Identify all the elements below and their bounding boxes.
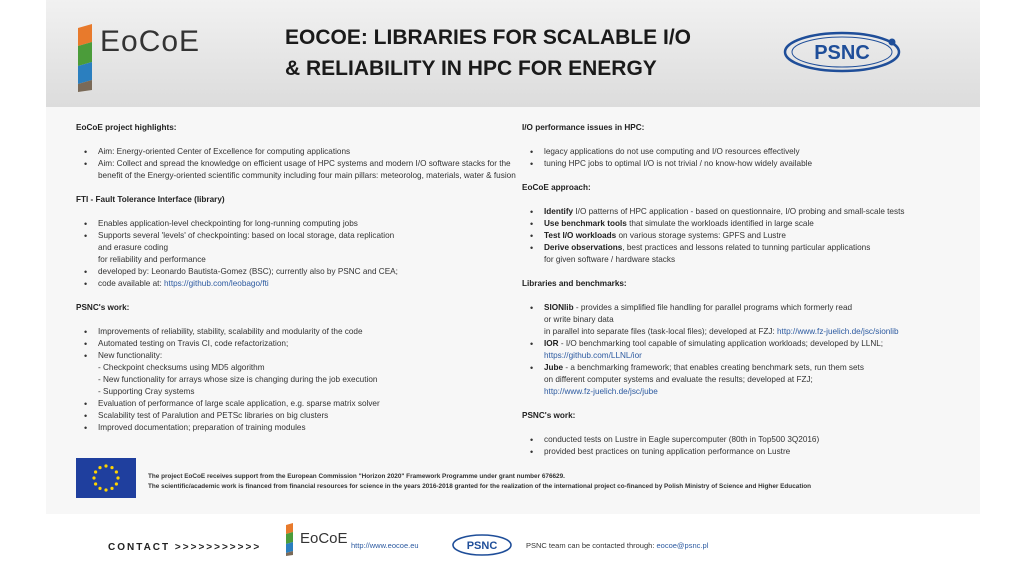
list-item: • Enables application-level checkpointing for long-running computing jobs	[76, 218, 516, 230]
list-subline	[522, 326, 962, 338]
list-item: • provided best practices on tuning application performance on Lustre	[522, 446, 962, 458]
approach-title: EoCoE approach:	[522, 183, 591, 192]
list-item: • Aim: Energy-oriented Center of Excellence for computing applications	[76, 146, 516, 158]
item-text: in parallel into separate files (task-local files); developed at FZJ:	[544, 327, 777, 336]
list-subline: and erasure coding	[98, 243, 169, 252]
eu-star-icon	[94, 482, 97, 485]
poster-body	[46, 107, 980, 514]
right-column	[522, 122, 962, 470]
list-item: • Evaluation of performance of large scale application, e.g. sparse matrix solver	[76, 398, 516, 410]
psnc-work-right-title: PSNC's work:	[522, 411, 576, 420]
list-item: • Supports several 'levels' of checkpointing: based on local storage, data replication	[76, 230, 516, 242]
item-text: on various storage systems: GPFS and Lustre	[616, 231, 786, 240]
item-text: - I/O benchmarking tool capable of simulating application workloads; developed by LLNL;	[558, 339, 884, 348]
list-item	[522, 218, 962, 230]
psnc-work-right-list	[522, 434, 962, 458]
list-item: • legacy applications do not use computing and I/O resources effectively	[522, 146, 962, 158]
fti-list	[76, 218, 516, 290]
psnc-footer-logo-icon	[451, 533, 513, 557]
item-text: , best practices and lessons related to tunning particular applications	[622, 243, 871, 252]
list-subline: - Supporting Cray systems	[98, 387, 195, 396]
eu-star-icon	[104, 464, 107, 467]
list-item: • tuning HPC jobs to optimal I/O is not trivial / no know-how widely available	[522, 158, 962, 170]
psnc-work-list	[76, 326, 516, 434]
libraries-title: Libraries and benchmarks:	[522, 279, 627, 288]
libraries-list	[522, 302, 962, 398]
funding-line-1: The project EoCoE receives support from the European Commission "Horizon 2020" Framework Programme under grant number 676629.	[148, 473, 565, 480]
item-bold: Jube	[544, 363, 564, 372]
item-bold: Test I/O workloads	[544, 231, 617, 240]
item-bold: Use benchmark tools	[544, 219, 627, 228]
list-subline: for given software / hardware stacks	[544, 255, 676, 264]
psnc-logo-icon	[782, 28, 902, 76]
item-bold: Identify	[544, 207, 574, 216]
list-subline: - New functionality for arrays whose size is changing during the job execution	[98, 375, 378, 384]
list-item: • conducted tests on Lustre in Eagle supercomputer (80th in Top500 3Q2016)	[522, 434, 962, 446]
eu-star-icon	[115, 482, 118, 485]
item-bold: SIONlib	[544, 303, 574, 312]
list-item: • Improvements of reliability, stability, scalability and modularity of the code	[76, 326, 516, 338]
list-item	[522, 206, 962, 218]
eu-star-icon	[110, 466, 113, 469]
list-item: • Improved documentation; preparation of training modules	[76, 422, 516, 434]
item-text: I/O patterns of HPC application - based on questionnaire, I/O probing and small-scale tests	[573, 207, 905, 216]
funding-section	[76, 458, 956, 498]
contact-text: PSNC team can be contacted through:	[526, 541, 657, 550]
poster	[46, 0, 980, 576]
eu-star-icon	[115, 470, 118, 473]
contact-label: CONTACT >>>>>>>>>>>	[108, 542, 262, 553]
footer-logo-text: EoCoE	[300, 530, 348, 547]
approach-list	[522, 206, 962, 266]
psnc-work-title: PSNC's work:	[76, 303, 130, 312]
eu-star-icon	[98, 487, 101, 490]
funding-text	[148, 472, 948, 492]
contact-info	[526, 541, 708, 550]
list-item	[76, 278, 516, 290]
list-subline: for reliability and performance	[98, 255, 206, 264]
funding-line-2: The scientific/academic work is financed from financial resources for science in the years 2016-2018 granted for the realization of the international project co-financed by Polish Ministry of Science and Higher Education	[148, 483, 812, 490]
title-line-1: EOCOE: LIBRARIES FOR SCALABLE I/O	[285, 26, 692, 49]
header	[46, 0, 980, 107]
list-item-ior	[522, 338, 962, 350]
highlights-title: EoCoE project highlights:	[76, 123, 177, 132]
list-item-sionlib	[522, 302, 962, 314]
poster-title	[285, 22, 705, 84]
highlights-list	[76, 146, 516, 182]
list-item: • Automated testing on Travis CI, code refactorization;	[76, 338, 516, 350]
item-text: - a benchmarking framework; that enables creating benchmark sets, run them sets	[563, 363, 864, 372]
list-subline: or write binary data	[544, 315, 614, 324]
eocoe-url-link[interactable]: http://www.eocoe.eu	[351, 541, 419, 550]
left-column	[76, 122, 516, 446]
eocoe-logo-text: EoCoE	[100, 25, 201, 58]
list-item: • developed by: Leonardo Bautista-Gomez (BSC); currently also by PSNC and CEA;	[76, 266, 516, 278]
ior-link[interactable]: https://github.com/LLNL/ior	[544, 351, 642, 360]
eu-flag-icon	[76, 458, 136, 498]
item-text: - provides a simplified file handling for parallel programs which formerly read	[573, 303, 853, 312]
issues-list	[522, 146, 962, 170]
footer-psnc-text: PSNC	[466, 540, 498, 552]
eu-star-icon	[110, 487, 113, 490]
list-item: • New functionality:	[76, 350, 516, 362]
list-subline: on different computer systems and evaluate the results; developed at FZJ;	[544, 375, 813, 384]
title-line-2: & RELIABILITY IN HPC FOR ENERGY	[285, 57, 657, 80]
eu-star-icon	[116, 476, 119, 479]
jube-link[interactable]: http://www.fz-juelich.de/jsc/jube	[544, 387, 658, 396]
issues-title: I/O performance issues in HPC:	[522, 123, 645, 132]
code-label: code available at:	[98, 279, 164, 288]
item-bold: IOR	[544, 339, 559, 348]
list-item-jube	[522, 362, 962, 374]
psnc-logo-text: PSNC	[814, 42, 870, 64]
list-item: • Aim: Collect and spread the knowledge on efficient usage of HPC systems and modern I/O software stacks for the benefit of the Energy-oriented scientific community including four main pillars: meteorolog, materials, water & fusion	[76, 158, 516, 182]
eu-star-icon	[92, 476, 95, 479]
eu-star-icon	[98, 466, 101, 469]
contact-email-link[interactable]: eocoe@psnc.pl	[656, 541, 709, 550]
item-bold: Derive observations	[544, 243, 623, 252]
fti-title: FTI - Fault Tolerance Interface (library)	[76, 195, 225, 204]
eu-star-icon	[104, 488, 107, 491]
sionlib-link[interactable]: http://www.fz-juelich.de/jsc/sionlib	[777, 327, 899, 336]
list-item: • Scalability test of Paralution and PETSc libraries on big clusters	[76, 410, 516, 422]
list-item	[522, 242, 962, 254]
eu-star-icon	[94, 470, 97, 473]
fti-link[interactable]: https://github.com/leobago/fti	[164, 279, 269, 288]
list-subline: - Checkpoint checksums using MD5 algorithm	[98, 363, 265, 372]
list-item	[522, 230, 962, 242]
footer	[46, 514, 980, 576]
item-text: that simulate the workloads identified in large scale	[626, 219, 814, 228]
